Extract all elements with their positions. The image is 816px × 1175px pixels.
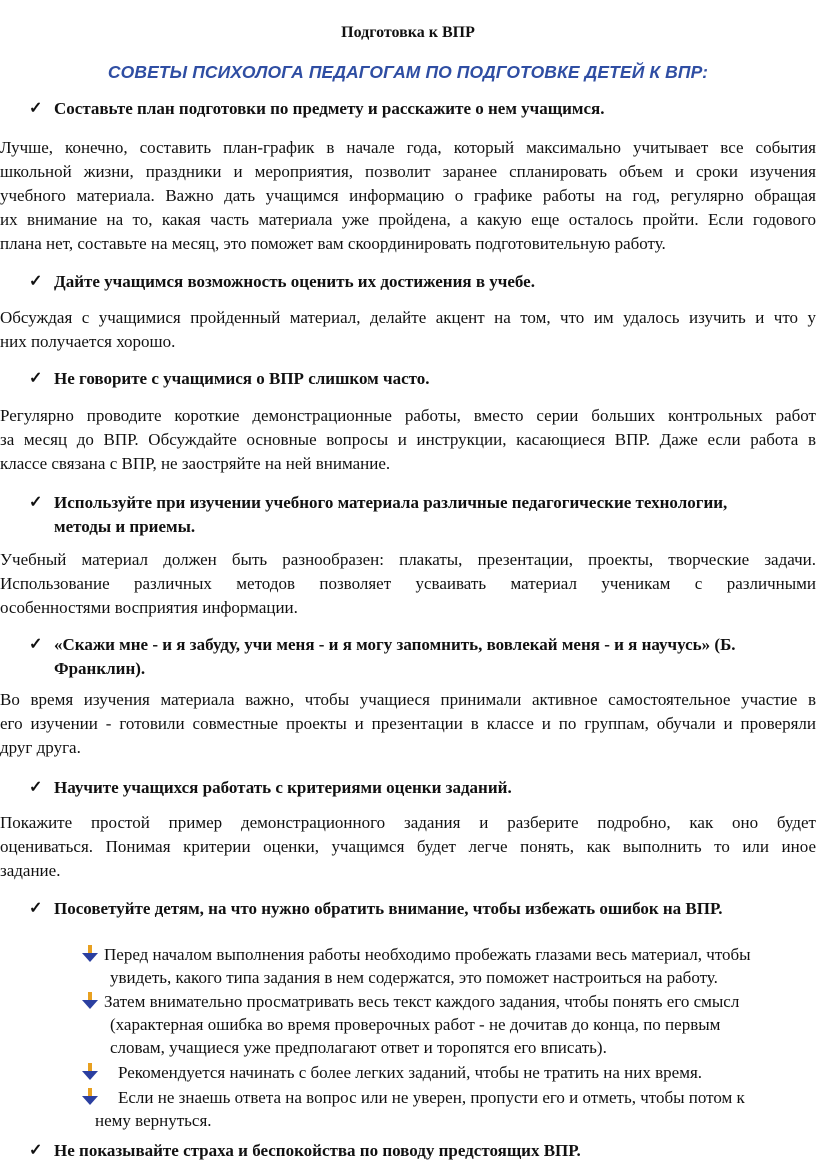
tip-heading-2: [29, 270, 809, 294]
bullet-line: нему вернуться.: [95, 1111, 212, 1130]
bullet-line: Затем внимательно просматривать весь текст каждого задания, чтобы понять его смысл: [104, 992, 740, 1011]
tip-heading-1: [29, 97, 809, 121]
tip-heading-text: Дайте учащимся возможность оценить их достижения в учебе.: [54, 272, 535, 291]
down-arrow-icon: [82, 1088, 98, 1106]
tip-heading-3: [29, 367, 809, 391]
checkmark-icon: ✓: [29, 494, 43, 511]
paragraph-line: друг друга.: [0, 738, 81, 757]
advice-bullet-1: [82, 943, 816, 989]
paragraph-line: учебного материала. Важно дать учащимся информацию о графике работы на год, регулярно обращая: [0, 186, 816, 205]
tip-heading-7: [29, 897, 809, 921]
tip-heading-text: Используйте при изучении учебного материала различные педагогические технологии,: [54, 493, 728, 512]
advice-bullet-4: [82, 1086, 816, 1132]
down-arrow-icon: [82, 1063, 98, 1081]
paragraph-line: Во время изучения материала важно, чтобы учащиеся принимали активное самостоятельное участие в: [0, 690, 816, 709]
tip-heading-text: Не показывайте страха и беспокойства по поводу предстоящих ВПР.: [54, 1141, 581, 1160]
paragraph-line: оцениваться. Понимая критерии оценки, учащимся будет легче понять, как выполнить то или иное: [0, 837, 816, 856]
paragraph-line: их внимание на то, какая часть материала уже пройдена, а какую еще осталось пройти. Если годового: [0, 210, 816, 229]
paragraph-line: Регулярно проводите короткие демонстрационные работы, вместо серии больших контрольных работ: [0, 406, 816, 425]
paragraph-line: задание.: [0, 861, 61, 880]
tip-heading-8: [29, 1139, 809, 1163]
checkmark-icon: ✓: [29, 779, 43, 796]
paragraph-line: Использование различных методов позволяет усваивать материал ученикам с различными: [0, 574, 816, 593]
tip-paragraph-5: [0, 688, 816, 760]
checkmark-icon: ✓: [29, 273, 43, 290]
tip-heading-text: Не говорите с учащимися о ВПР слишком часто.: [54, 369, 430, 388]
bullet-line: увидеть, какого типа задания в нем содержатся, это поможет настроиться на работу.: [110, 968, 718, 987]
tip-paragraph-2: [0, 306, 816, 354]
paragraph-line: его изучении - готовили совместные проекты и презентации в классе и по группам, обучали и проверяли: [0, 714, 816, 733]
paragraph-line: Лучше, конечно, составить план-график в начале года, который максимально учитывает все события: [0, 138, 816, 157]
down-arrow-icon: [82, 945, 98, 963]
tip-heading-6: [29, 776, 809, 800]
checkmark-icon: ✓: [29, 370, 43, 387]
tip-paragraph-6: [0, 811, 816, 883]
tip-paragraph-4: [0, 548, 816, 620]
tip-heading-text: Франклин).: [54, 659, 146, 678]
paragraph-line: Учебный материал должен быть разнообразен: плакаты, презентации, проекты, творческие задачи.: [0, 550, 816, 569]
tip-heading-4: [29, 491, 809, 539]
checkmark-icon: ✓: [29, 1142, 43, 1159]
paragraph-line: школьной жизни, праздники и мероприятия, позволит заранее спланировать объем и сроки изучения: [0, 162, 816, 181]
paragraph-line: особенностями восприятия информации.: [0, 598, 298, 617]
paragraph-line: за месяц до ВПР. Обсуждайте основные вопросы и инструкции, касающиеся ВПР. Даже если работа в: [0, 430, 816, 449]
paragraph-line: них получается хорошо.: [0, 332, 176, 351]
down-arrow-icon: [82, 992, 98, 1010]
tip-paragraph-1: [0, 136, 816, 256]
checkmark-icon: ✓: [29, 636, 43, 653]
page-title: Подготовка к ВПР: [341, 24, 475, 41]
checkmark-icon: ✓: [29, 900, 43, 917]
advice-bullet-2: [82, 990, 816, 1059]
bullet-line: словам, учащиеся уже предполагают ответ и торопятся его вписать).: [110, 1038, 607, 1057]
advice-bullet-3: [82, 1061, 816, 1084]
page-subtitle: СОВЕТЫ ПСИХОЛОГА ПЕДАГОГАМ ПО ПОДГОТОВКЕ ДЕТЕЙ К ВПР:: [107, 62, 709, 82]
paragraph-line: классе связана с ВПР, не заостряйте на ней внимание.: [0, 454, 391, 473]
bullet-line: Если не знаешь ответа на вопрос или не уверен, пропусти его и отметь, чтобы потом к: [118, 1088, 745, 1107]
paragraph-line: плана нет, составьте на месяц, это поможет вам скоординировать подготовительную работу.: [0, 234, 666, 253]
tip-heading-text: Составьте план подготовки по предмету и расскажите о нем учащимся.: [54, 99, 605, 118]
tip-heading-5: [29, 633, 809, 681]
tip-heading-text: Посоветуйте детям, на что нужно обратить внимание, чтобы избежать ошибок на ВПР.: [54, 899, 723, 918]
paragraph-line: Покажите простой пример демонстрационного задания и разберите подробно, как оно будет: [0, 813, 816, 832]
tip-heading-text: методы и приемы.: [54, 517, 196, 536]
tip-paragraph-3: [0, 404, 816, 476]
tip-heading-text: Научите учащихся работать с критериями оценки заданий.: [54, 778, 512, 797]
bullet-line: (характерная ошибка во время проверочных работ - не дочитав до конца, по первым: [110, 1015, 721, 1034]
bullet-line: Перед началом выполнения работы необходимо пробежать глазами весь материал, чтобы: [104, 945, 751, 964]
paragraph-line: Обсуждая с учащимися пройденный материал, делайте акцент на том, что им удалось изучить и что у: [0, 308, 816, 327]
tip-heading-text: «Скажи мне - и я забуду, учи меня - и я могу запомнить, вовлекай меня - и я научусь» (Б.: [54, 635, 736, 654]
bullet-line: Рекомендуется начинать с более легких заданий, чтобы не тратить на них время.: [118, 1063, 703, 1082]
checkmark-icon: ✓: [29, 100, 43, 117]
